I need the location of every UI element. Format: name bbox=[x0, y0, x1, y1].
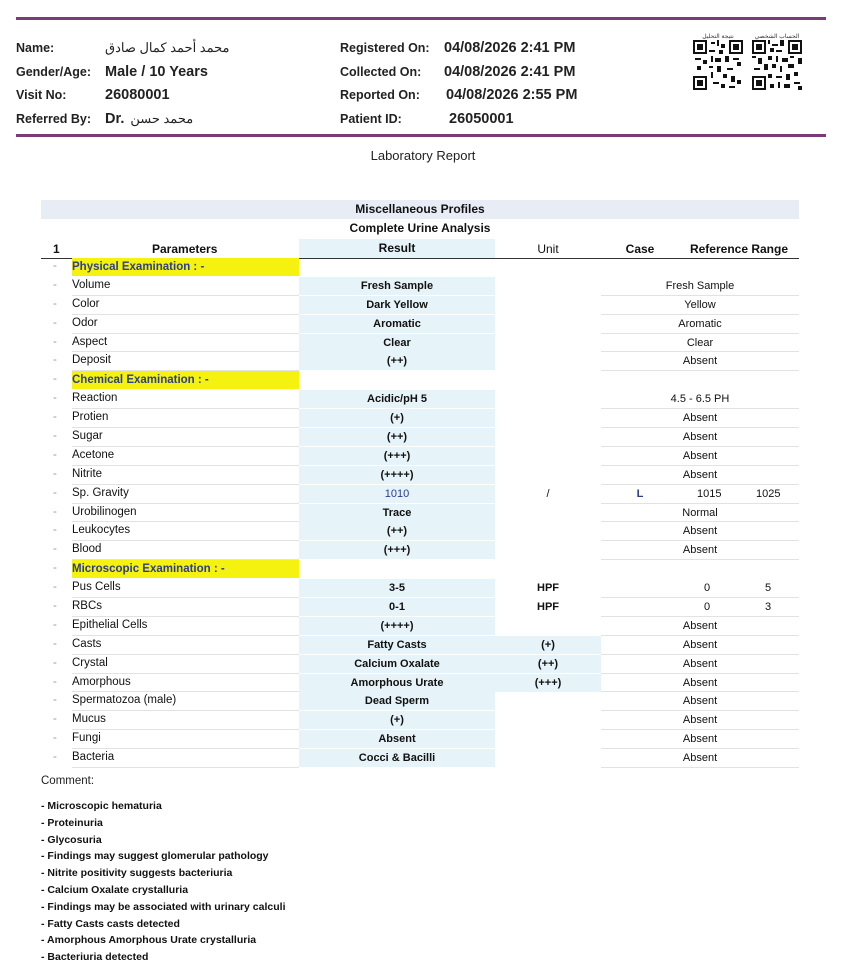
table-row bbox=[41, 541, 799, 560]
row-bullet: - bbox=[53, 486, 57, 499]
comment-item: - Calcium Oxalate crystalluria bbox=[41, 883, 189, 896]
comment-item: - Findings may be associated with urinary calculi bbox=[41, 900, 286, 913]
table-row bbox=[41, 617, 799, 636]
row-bullet: - bbox=[53, 656, 57, 669]
referred-label: Referred By: bbox=[16, 112, 92, 126]
parameter-name: Color bbox=[72, 297, 100, 310]
visit-label: Visit No: bbox=[16, 88, 67, 102]
table-row bbox=[41, 655, 799, 674]
row-bullet: - bbox=[53, 430, 57, 443]
row-bullet: - bbox=[53, 713, 57, 726]
parameter-name: Pus Cells bbox=[72, 581, 121, 594]
comment-item: - Nitrite positivity suggests bacteriuria bbox=[41, 867, 233, 880]
reference-range: Clear bbox=[686, 336, 714, 349]
visit-value: 26080001 bbox=[105, 87, 170, 103]
comment-item: - Proteinuria bbox=[41, 816, 103, 829]
name-row bbox=[16, 37, 230, 59]
reference-range: Absent bbox=[682, 468, 718, 481]
result-value: (+) bbox=[299, 711, 495, 729]
result-value: Cocci & Bacilli bbox=[299, 749, 495, 767]
parameter-name: Volume bbox=[72, 278, 111, 291]
parameter-name: Urobilinogen bbox=[72, 505, 137, 518]
name-value: محمد أحمد كمال صادق bbox=[105, 40, 230, 55]
unit-value: (++) bbox=[495, 655, 601, 673]
table-row bbox=[41, 636, 799, 655]
table-row bbox=[41, 674, 799, 693]
parameter-name: Odor bbox=[72, 316, 98, 329]
table-row bbox=[41, 277, 799, 296]
reference-range: Absent bbox=[682, 714, 718, 727]
referred-prefix: Dr. bbox=[105, 111, 125, 127]
comment-item: - Bacteriuria detected bbox=[41, 951, 149, 964]
row-bullet: - bbox=[53, 505, 57, 518]
reference-range: Absent bbox=[682, 412, 718, 425]
gender-value: Male / 10 Years bbox=[105, 64, 208, 80]
referred-row bbox=[16, 108, 193, 130]
row-divider bbox=[72, 767, 299, 768]
result-value: (++) bbox=[299, 352, 495, 370]
parameter-name: Epithelial Cells bbox=[72, 618, 148, 631]
parameter-name: Aspect bbox=[72, 335, 108, 348]
reference-low: 0 bbox=[704, 582, 711, 595]
table-row bbox=[41, 390, 799, 409]
table-row bbox=[41, 522, 799, 541]
profile-title: Miscellaneous Profiles bbox=[41, 200, 799, 219]
reported-value: 04/08/2026 2:55 PM bbox=[446, 87, 578, 103]
reference-range: Aromatic bbox=[678, 317, 722, 330]
reference-range: Absent bbox=[682, 752, 718, 765]
table-row bbox=[41, 485, 799, 504]
result-value: (++) bbox=[299, 428, 495, 446]
result-value: (++) bbox=[299, 522, 495, 540]
parameter-name: Bacteria bbox=[72, 751, 115, 764]
collected-value: 04/08/2026 2:41 PM bbox=[444, 64, 576, 80]
collected-row bbox=[340, 61, 575, 83]
unit-value: HPF bbox=[537, 582, 559, 595]
parameter-name: Casts bbox=[72, 637, 102, 650]
table-row bbox=[41, 447, 799, 466]
table-row bbox=[41, 692, 799, 711]
table-row bbox=[41, 730, 799, 749]
patient-row bbox=[340, 108, 514, 130]
result-value: (++++) bbox=[299, 617, 495, 635]
column-header bbox=[41, 239, 799, 259]
col-index: 1 bbox=[53, 242, 60, 256]
parameter-name: Fungi bbox=[72, 732, 101, 745]
row-bullet: - bbox=[53, 335, 57, 348]
row-bullet: - bbox=[53, 467, 57, 480]
reported-row bbox=[340, 84, 577, 106]
registered-label: Registered On: bbox=[340, 41, 430, 55]
reference-low: 0 bbox=[704, 601, 711, 614]
reference-range: Absent bbox=[682, 355, 718, 368]
comment-item: - Microscopic hematuria bbox=[41, 800, 162, 812]
parameter-name: Deposit bbox=[72, 354, 111, 367]
comment-item: - Amorphous Amorphous Urate crystalluria bbox=[41, 934, 257, 947]
reference-range: Absent bbox=[682, 657, 718, 670]
table-row bbox=[41, 504, 799, 523]
row-bullet: - bbox=[53, 694, 57, 707]
reference-high: 5 bbox=[765, 582, 772, 595]
comment-list bbox=[41, 800, 285, 968]
section-row bbox=[41, 560, 799, 579]
reference-range: Absent bbox=[682, 544, 718, 557]
row-bullet: - bbox=[53, 392, 57, 405]
result-value: Dark Yellow bbox=[299, 296, 495, 314]
parameter-name: Protien bbox=[72, 411, 109, 424]
reference-range: Yellow bbox=[684, 298, 716, 311]
collected-label: Collected On: bbox=[340, 65, 422, 79]
table-row bbox=[41, 711, 799, 730]
row-bullet: - bbox=[53, 732, 57, 745]
reference-range: Absent bbox=[682, 695, 718, 708]
test-title: Complete Urine Analysis bbox=[41, 219, 799, 238]
table-row bbox=[41, 315, 799, 334]
table-row bbox=[41, 296, 799, 315]
parameter-name: Nitrite bbox=[72, 467, 103, 480]
table-row bbox=[41, 579, 799, 598]
col-reference: Reference Range bbox=[689, 242, 789, 256]
parameter-name: Acetone bbox=[72, 448, 115, 461]
result-value: 1010 bbox=[299, 485, 495, 503]
result-value: Clear bbox=[299, 334, 495, 352]
qr-result-caption: نتيجة التحليل bbox=[702, 34, 734, 40]
result-value: Fatty Casts bbox=[299, 636, 495, 654]
result-value: (+++) bbox=[299, 447, 495, 465]
result-value: Aromatic bbox=[299, 315, 495, 333]
parameter-name: Blood bbox=[72, 543, 102, 556]
parameter-name: Reaction bbox=[72, 392, 118, 405]
name-label: Name: bbox=[16, 41, 55, 55]
parameter-name: Sp. Gravity bbox=[72, 486, 129, 499]
report-title: Laboratory Report bbox=[370, 148, 476, 163]
reference-range: 4.5 - 6.5 PH bbox=[670, 393, 730, 406]
referred-name: محمد حسن bbox=[130, 111, 194, 126]
parameter-name: Amorphous bbox=[72, 675, 131, 688]
row-divider bbox=[601, 767, 799, 768]
reference-range: Absent bbox=[682, 431, 718, 444]
result-value: Absent bbox=[299, 730, 495, 748]
qr-account-caption: الحساب الشخصي bbox=[754, 34, 800, 40]
section-title: Chemical Examination : - bbox=[72, 371, 299, 389]
row-bullet: - bbox=[53, 524, 57, 537]
qr-code-icon bbox=[693, 40, 743, 90]
result-value: Amorphous Urate bbox=[299, 674, 495, 692]
unit-value: (+++) bbox=[495, 674, 601, 692]
row-bullet: - bbox=[53, 316, 57, 329]
reference-range: Absent bbox=[682, 449, 718, 462]
reference-range: Absent bbox=[682, 638, 718, 651]
section-title: Microscopic Examination : - bbox=[72, 560, 299, 578]
unit-value: HPF bbox=[537, 601, 559, 614]
table-row bbox=[41, 749, 799, 768]
col-case: Case bbox=[625, 242, 655, 256]
parameter-name: Sugar bbox=[72, 430, 103, 443]
reference-range: Absent bbox=[682, 525, 718, 538]
table-row bbox=[41, 428, 799, 447]
reference-range: Absent bbox=[682, 733, 718, 746]
result-value: Acidic/pH 5 bbox=[299, 390, 495, 408]
qr-result[interactable] bbox=[693, 34, 743, 92]
reference-range: Absent bbox=[682, 676, 718, 689]
row-bullet: - bbox=[53, 354, 57, 367]
row-bullet: - bbox=[53, 543, 57, 556]
gender-label: Gender/Age: bbox=[16, 65, 92, 79]
col-parameters: Parameters bbox=[152, 242, 218, 256]
result-value: Dead Sperm bbox=[299, 692, 495, 710]
row-bullet: - bbox=[53, 297, 57, 310]
visit-row bbox=[16, 84, 170, 106]
table-row bbox=[41, 409, 799, 428]
reported-label: Reported On: bbox=[340, 88, 420, 102]
col-result: Result bbox=[299, 239, 495, 258]
row-bullet: - bbox=[53, 562, 57, 575]
result-value: (++++) bbox=[299, 466, 495, 484]
result-value: Trace bbox=[299, 504, 495, 522]
row-bullet: - bbox=[53, 411, 57, 424]
comment-item: - Glycosuria bbox=[41, 833, 102, 846]
row-bullet: - bbox=[53, 581, 57, 594]
unit-value: / bbox=[546, 487, 550, 500]
patient-value: 26050001 bbox=[449, 111, 514, 127]
result-value: (+) bbox=[299, 409, 495, 427]
comment-item: - Fatty Casts casts detected bbox=[41, 917, 180, 930]
result-value: (+++) bbox=[299, 541, 495, 559]
row-bullet: - bbox=[53, 751, 57, 764]
section-title: Physical Examination : - bbox=[72, 258, 299, 276]
parameter-name: Mucus bbox=[72, 713, 106, 726]
col-unit: Unit bbox=[537, 242, 559, 256]
row-bullet: - bbox=[53, 675, 57, 688]
table-row bbox=[41, 352, 799, 371]
result-value: Fresh Sample bbox=[299, 277, 495, 295]
gender-row bbox=[16, 61, 208, 83]
qr-account[interactable] bbox=[752, 34, 802, 92]
reference-high: 1025 bbox=[756, 487, 781, 500]
registered-value: 04/08/2026 2:41 PM bbox=[444, 40, 576, 56]
row-bullet: - bbox=[53, 373, 57, 386]
table-row bbox=[41, 466, 799, 485]
result-value: 0-1 bbox=[299, 598, 495, 616]
top-divider bbox=[16, 17, 826, 20]
header-divider bbox=[16, 134, 826, 137]
reference-low: 1015 bbox=[697, 487, 722, 500]
reference-range: Fresh Sample bbox=[665, 279, 735, 292]
row-bullet: - bbox=[53, 600, 57, 613]
table-row bbox=[41, 598, 799, 617]
reference-range: Normal bbox=[682, 506, 718, 519]
parameter-name: Spermatozoa (male) bbox=[72, 694, 177, 707]
parameter-name: RBCs bbox=[72, 600, 103, 613]
result-value: Calcium Oxalate bbox=[299, 655, 495, 673]
row-bullet: - bbox=[53, 260, 57, 272]
row-bullet: - bbox=[53, 448, 57, 461]
table-row bbox=[41, 334, 799, 353]
comment-item: - Findings may suggest glomerular pathology bbox=[41, 850, 269, 863]
qr-code-icon bbox=[752, 40, 802, 90]
reference-high: 3 bbox=[765, 601, 772, 614]
unit-value: (+) bbox=[495, 636, 601, 654]
case-flag: L bbox=[636, 487, 644, 500]
section-row bbox=[41, 371, 799, 390]
row-bullet: - bbox=[53, 637, 57, 650]
parameter-name: Leukocytes bbox=[72, 524, 131, 537]
reference-range: Absent bbox=[682, 619, 718, 632]
registered-row bbox=[340, 37, 575, 59]
result-value: 3-5 bbox=[299, 579, 495, 597]
row-bullet: - bbox=[53, 278, 57, 291]
section-row bbox=[41, 258, 799, 277]
row-bullet: - bbox=[53, 618, 57, 631]
comment-label: Comment: bbox=[41, 775, 95, 787]
patient-label: Patient ID: bbox=[340, 112, 402, 126]
parameter-name: Crystal bbox=[72, 656, 108, 669]
results-table bbox=[41, 258, 799, 768]
